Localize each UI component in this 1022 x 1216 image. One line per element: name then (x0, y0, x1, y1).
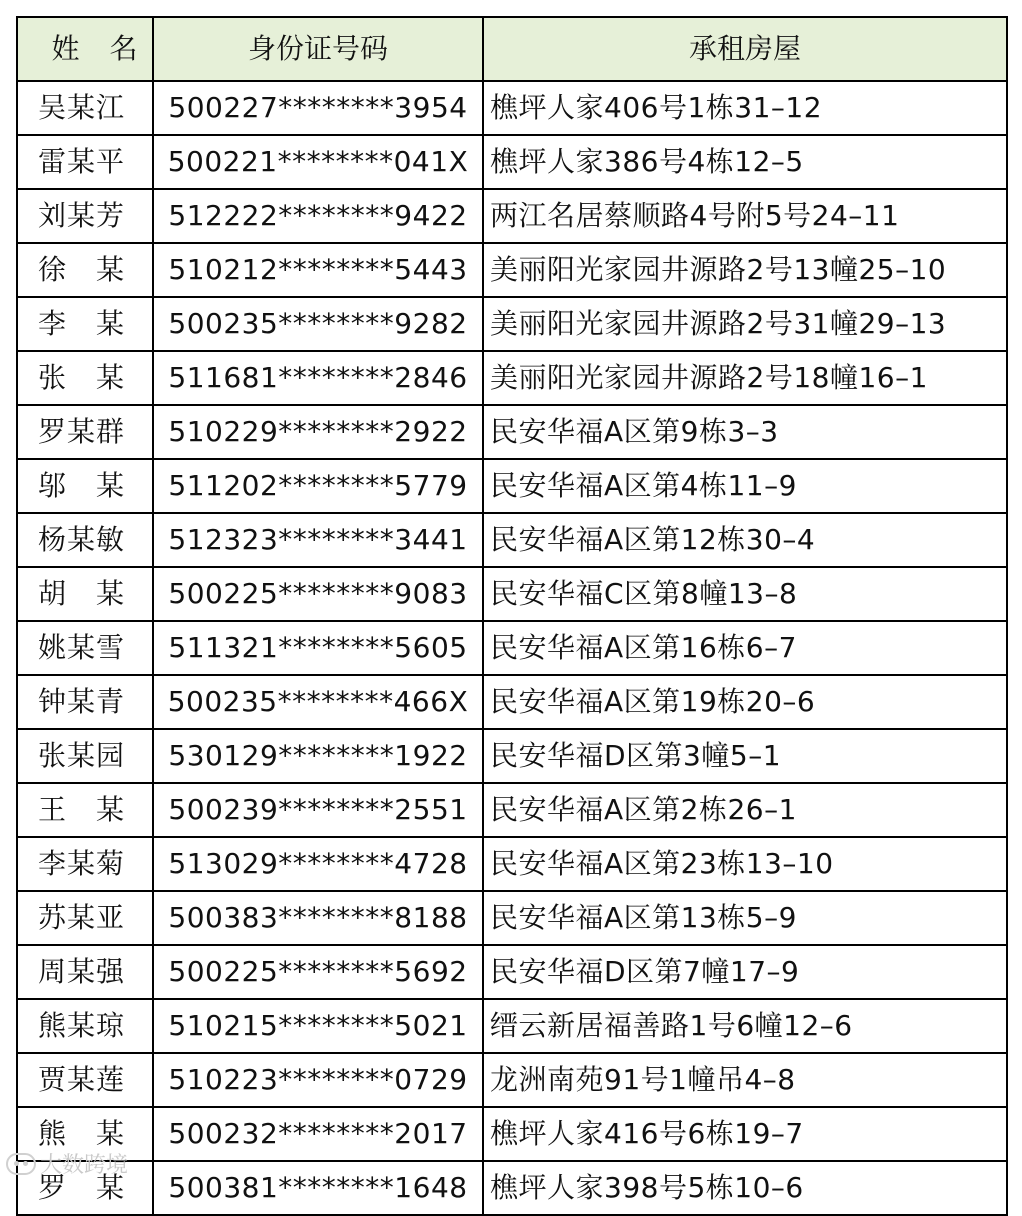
table-row (17, 405, 1007, 459)
name-cell: 杨某敏 (17, 513, 153, 567)
name-cell: 罗某群 (17, 405, 153, 459)
name-cell: 邬 某 (17, 459, 153, 513)
table-row (17, 891, 1007, 945)
id-number-cell: 510215********5021 (153, 999, 483, 1053)
table-row (17, 243, 1007, 297)
table-row (17, 351, 1007, 405)
id-number-cell: 510229********2922 (153, 405, 483, 459)
rented-house-cell: 民安华福C区第8幢13–8 (483, 567, 1007, 621)
rented-house-cell: 民安华福A区第19栋20–6 (483, 675, 1007, 729)
header-id-number: 身份证号码 (153, 17, 483, 81)
table-row (17, 513, 1007, 567)
id-number-cell: 511202********5779 (153, 459, 483, 513)
name-cell: 王 某 (17, 783, 153, 837)
name-cell: 周某强 (17, 945, 153, 999)
rented-house-cell: 龙洲南苑91号1幢吊4–8 (483, 1053, 1007, 1107)
table-row (17, 621, 1007, 675)
rented-house-cell: 民安华福A区第2栋26–1 (483, 783, 1007, 837)
rented-house-cell: 樵坪人家386号4栋12–5 (483, 135, 1007, 189)
rented-house-cell: 民安华福D区第3幢5–1 (483, 729, 1007, 783)
table-row (17, 1161, 1007, 1215)
name-cell: 贾某莲 (17, 1053, 153, 1107)
tenant-table (16, 16, 1008, 1216)
id-number-cell: 500225********5692 (153, 945, 483, 999)
table-header (17, 17, 1007, 81)
id-number-cell: 500239********2551 (153, 783, 483, 837)
header-name: 姓 名 (17, 17, 153, 81)
rented-house-cell: 民安华福A区第9栋3–3 (483, 405, 1007, 459)
rented-house-cell: 民安华福A区第12栋30–4 (483, 513, 1007, 567)
name-cell: 罗 某 (17, 1161, 153, 1215)
rented-house-cell: 缙云新居福善路1号6幢12–6 (483, 999, 1007, 1053)
name-cell: 姚某雪 (17, 621, 153, 675)
id-number-cell: 530129********1922 (153, 729, 483, 783)
id-number-cell: 511681********2846 (153, 351, 483, 405)
table-row (17, 135, 1007, 189)
rented-house-cell: 民安华福A区第13栋5–9 (483, 891, 1007, 945)
header-row (17, 17, 1007, 81)
table-row (17, 729, 1007, 783)
id-number-cell: 500381********1648 (153, 1161, 483, 1215)
rented-house-cell: 美丽阳光家园井源路2号31幢29–13 (483, 297, 1007, 351)
id-number-cell: 500227********3954 (153, 81, 483, 135)
table-row (17, 999, 1007, 1053)
id-number-cell: 513029********4728 (153, 837, 483, 891)
table-row (17, 783, 1007, 837)
id-number-cell: 500235********9282 (153, 297, 483, 351)
table-row (17, 837, 1007, 891)
id-number-cell: 500235********466X (153, 675, 483, 729)
rented-house-cell: 民安华福A区第23栋13–10 (483, 837, 1007, 891)
name-cell: 雷某平 (17, 135, 153, 189)
name-cell: 熊某琼 (17, 999, 153, 1053)
rented-house-cell: 美丽阳光家园井源路2号13幢25–10 (483, 243, 1007, 297)
name-cell: 刘某芳 (17, 189, 153, 243)
id-number-cell: 500225********9083 (153, 567, 483, 621)
id-number-cell: 512222********9422 (153, 189, 483, 243)
id-number-cell: 512323********3441 (153, 513, 483, 567)
rented-house-cell: 美丽阳光家园井源路2号18幢16–1 (483, 351, 1007, 405)
id-number-cell: 510223********0729 (153, 1053, 483, 1107)
rented-house-cell: 樵坪人家416号6栋19–7 (483, 1107, 1007, 1161)
rented-house-cell: 民安华福A区第16栋6–7 (483, 621, 1007, 675)
name-cell: 徐 某 (17, 243, 153, 297)
table-row (17, 675, 1007, 729)
name-cell: 吴某江 (17, 81, 153, 135)
rented-house-cell: 民安华福D区第7幢17–9 (483, 945, 1007, 999)
name-cell: 熊 某 (17, 1107, 153, 1161)
rented-house-cell: 民安华福A区第4栋11–9 (483, 459, 1007, 513)
rented-house-cell: 两江名居蔡顺路4号附5号24–11 (483, 189, 1007, 243)
id-number-cell: 511321********5605 (153, 621, 483, 675)
header-rented-house: 承租房屋 (483, 17, 1007, 81)
table-body (17, 81, 1007, 1215)
name-cell: 钟某青 (17, 675, 153, 729)
table-row (17, 567, 1007, 621)
table-row (17, 189, 1007, 243)
table-row (17, 297, 1007, 351)
rented-house-cell: 樵坪人家398号5栋10–6 (483, 1161, 1007, 1215)
table-row (17, 459, 1007, 513)
name-cell: 张某园 (17, 729, 153, 783)
id-number-cell: 500221********041X (153, 135, 483, 189)
table-row (17, 81, 1007, 135)
name-cell: 胡 某 (17, 567, 153, 621)
rented-house-cell: 樵坪人家406号1栋31–12 (483, 81, 1007, 135)
table-row (17, 945, 1007, 999)
name-cell: 张 某 (17, 351, 153, 405)
name-cell: 李 某 (17, 297, 153, 351)
table-row (17, 1107, 1007, 1161)
name-cell: 苏某亚 (17, 891, 153, 945)
id-number-cell: 500383********8188 (153, 891, 483, 945)
id-number-cell: 510212********5443 (153, 243, 483, 297)
watermark-text: 大数跨境 (40, 1153, 129, 1178)
name-cell: 李某菊 (17, 837, 153, 891)
id-number-cell: 500232********2017 (153, 1107, 483, 1161)
table-row (17, 1053, 1007, 1107)
